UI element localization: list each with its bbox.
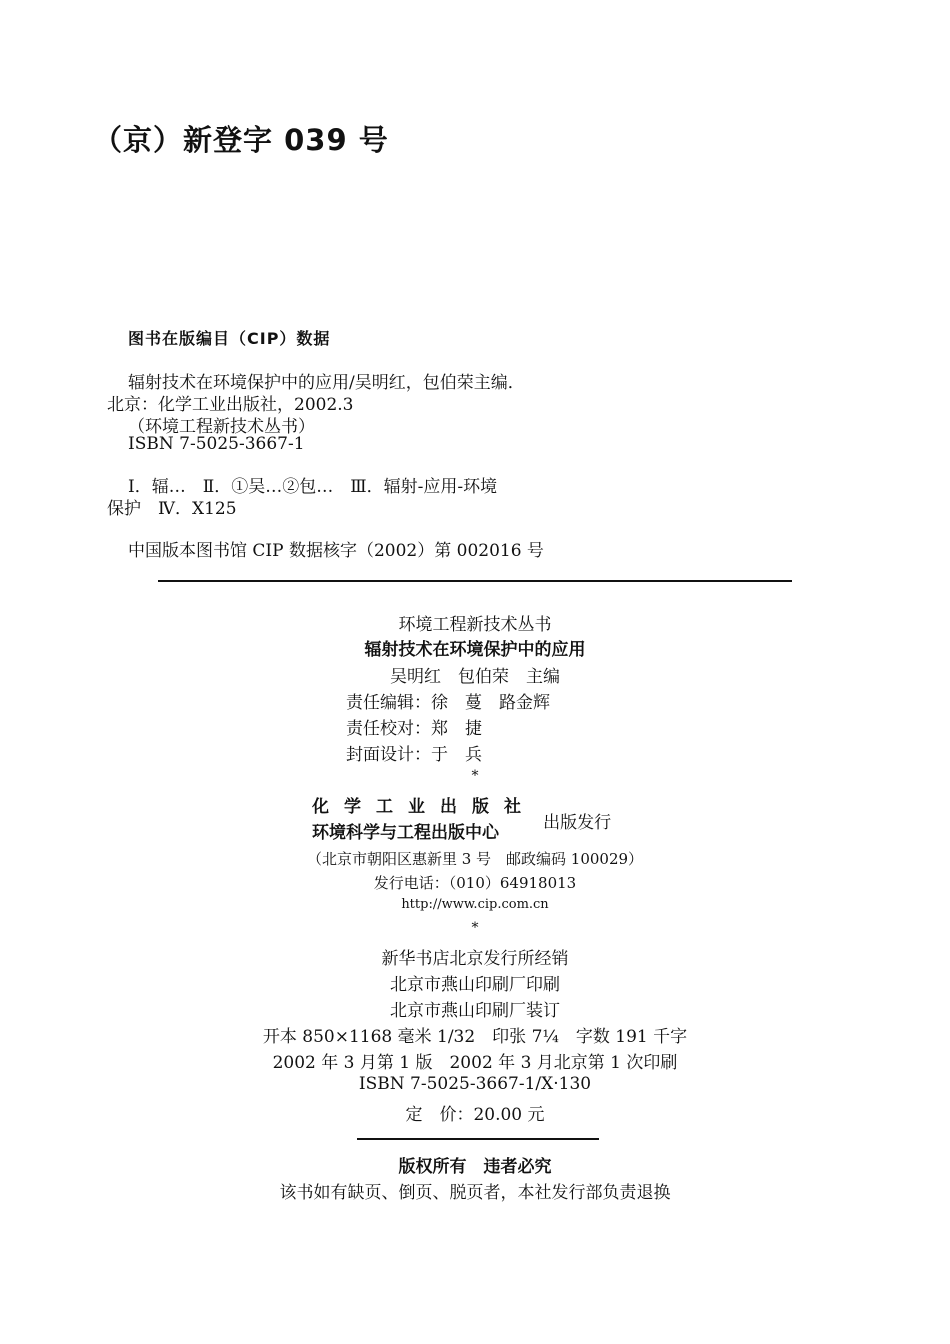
cip-title-line: 辐射技术在环境保护中的应用/吴明红，包伯荣主编．: [128, 373, 525, 393]
divider-rule: [357, 1138, 599, 1140]
cip-classification-line: 保护 Ⅳ．X125: [107, 499, 237, 519]
cip-subject-line: Ⅰ．辐… Ⅱ．①吴…②包… Ⅲ．辐射-应用-环境: [128, 477, 498, 497]
publisher-names: [312, 794, 536, 846]
format-specs: 开本 850×1168 毫米 1/32 印张 7¼ 字数 191 千字: [262, 1027, 688, 1047]
publisher-block: [312, 794, 611, 846]
isbn: ISBN 7-5025-3667-1/X·130: [358, 1074, 592, 1094]
book-title: 辐射技术在环境保护中的应用: [364, 640, 586, 660]
cip-heading: 图书在版编目（CIP）数据: [128, 329, 331, 348]
publisher-name: 化学工业出版社: [312, 797, 536, 817]
cip-isbn-line: ISBN 7-5025-3667-1: [128, 434, 305, 454]
distributor: 新华书店北京发行所经销: [381, 949, 569, 969]
publisher-url: http://www.cip.com.cn: [401, 897, 549, 912]
series-name: 环境工程新技术丛书: [398, 615, 552, 635]
printer: 北京市燕山印刷厂印刷: [390, 975, 560, 995]
return-notice: 该书如有缺页、倒页、脱页者，本社发行部负责退换: [279, 1183, 671, 1203]
cip-series-line: （环境工程新技术丛书）: [128, 417, 315, 437]
cip-approval-line: 中国版本图书馆 CIP 数据核字（2002）第 002016 号: [128, 541, 544, 561]
divider-rule: [158, 580, 792, 582]
publisher-center: 环境科学与工程出版中心: [312, 823, 499, 843]
cover-designer: 封面设计：于 兵: [346, 745, 482, 765]
edition-info: 2002 年 3 月第 1 版 2002 年 3 月北京第 1 次印刷: [272, 1053, 678, 1073]
binder: 北京市燕山印刷厂装订: [390, 1001, 560, 1021]
publisher-address: （北京市朝阳区惠新里 3 号 邮政编码 100029）: [306, 850, 644, 868]
editors: 吴明红 包伯荣 主编: [390, 667, 560, 687]
responsible-editor: 责任编辑：徐 蔓 路金辉: [346, 693, 550, 713]
publish-distribute-label: 出版发行: [543, 812, 612, 833]
registration-number: （京）新登字 039 号: [93, 123, 389, 157]
distribution-phone: 发行电话：（010）64918013: [373, 874, 577, 892]
separator-asterisk: *: [471, 768, 479, 784]
price: 定 价：20.00 元: [405, 1105, 545, 1125]
copyright-notice: 版权所有 违者必究: [398, 1157, 552, 1177]
proofreader: 责任校对：郑 捷: [346, 719, 482, 739]
cip-publisher-line: 北京：化学工业出版社，2002.3: [107, 395, 354, 415]
separator-asterisk: *: [471, 920, 479, 936]
